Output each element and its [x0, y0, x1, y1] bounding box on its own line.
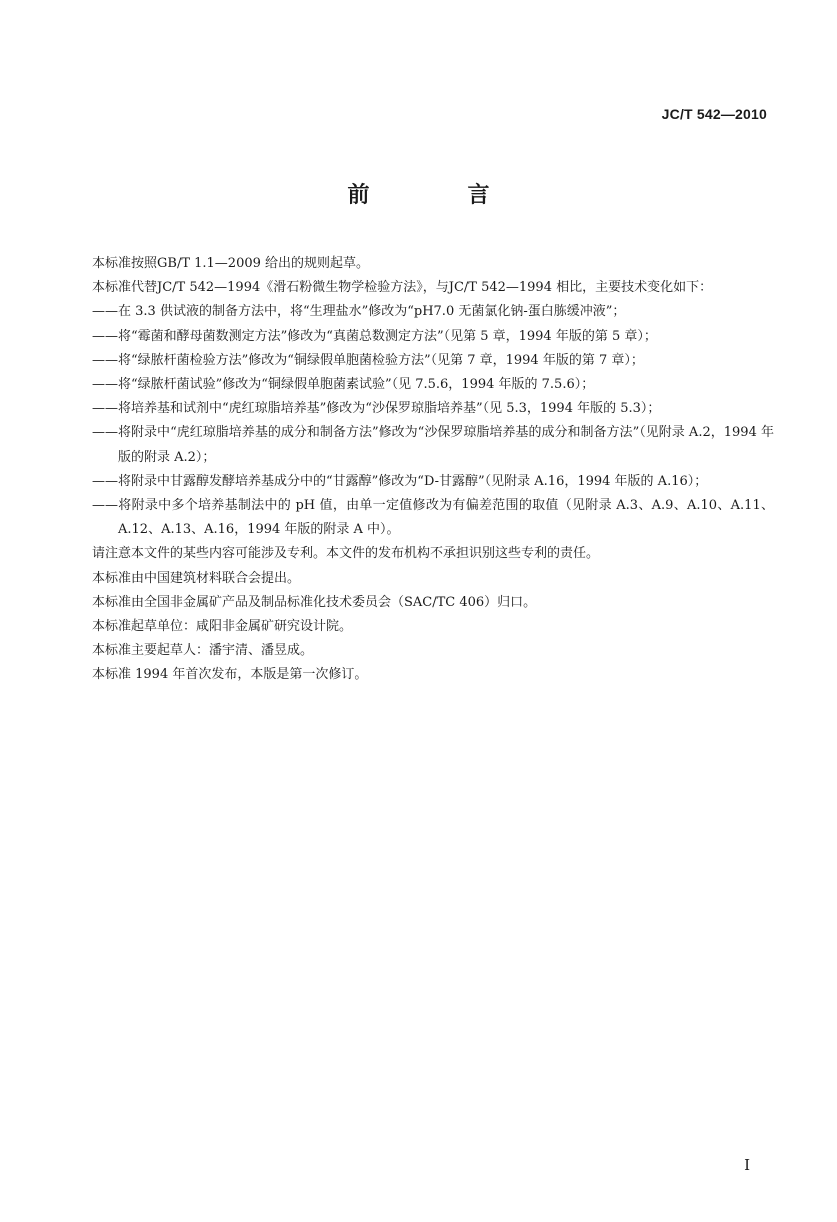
change-item: ——将附录中多个培养基制法中的 pH 值，由单一定值修改为有偏差范围的取值（见附录 A.3、A.9、A.10、A.11、A.12、A.13、A.16，1994 年版的附录 A 中）。 [92, 498, 774, 538]
paragraph-drafting-unit: 本标准起草单位：咸阳非金属矿研究设计院。 [92, 619, 353, 635]
paragraph-drafting-rule: 本标准按照GB/T 1.1—2009 给出的规则起草。 [92, 256, 370, 271]
change-item: ——将“绿脓杆菌试验”修改为“铜绿假单胞菌素试验”（见 7.5.6，1994 年版的 7.5.6）； [92, 377, 595, 393]
change-item: ——将“绿脓杆菌检验方法”修改为“铜绿假单胞菌检验方法”（见第 7 章，1994 年版的第 7 章）； [92, 352, 644, 368]
page-title: 前 言 [347, 183, 528, 208]
standard-code: JC/T 542—2010 [661, 106, 767, 122]
paragraph-committee: 本标准由全国非金属矿产品及制品标准化技术委员会（SAC/TC 406）归口。 [92, 594, 537, 610]
change-item: ——将附录中“虎红琼脂培养基的成分和制备方法”修改为“沙保罗琼脂培养基的成分和制备方法”（见附录 A.2，1994 年版的附录 A.2）； [92, 425, 774, 465]
change-item: ——将附录中甘露醇发酵培养基成分中的“甘露醇”修改为“D-甘露醇”（见附录 A.16，1994 年版的 A.16）； [92, 473, 708, 489]
change-item: ——在 3.3 供试液的制备方法中，将“生理盐水”修改为“pH7.0 无菌氯化钠-蛋白胨缓冲液”； [92, 304, 626, 320]
page-number: I [744, 1156, 750, 1174]
paragraph-proposer: 本标准由中国建筑材料联合会提出。 [92, 570, 301, 586]
change-item: ——将“霉菌和酵母菌数测定方法”修改为“真菌总数测定方法”（见第 5 章，1994 年版的第 5 章）； [92, 328, 657, 344]
paragraph-replacement: 本标准代替JC/T 542—1994《滑石粉微生物学检验方法》，与JC/T 542—1994 相比，主要技术变化如下： [92, 280, 713, 296]
paragraph-history: 本标准 1994 年首次发布，本版是第一次修订。 [92, 667, 368, 683]
paragraph-patent-notice: 请注意本文件的某些内容可能涉及专利。本文件的发布机构不承担识别这些专利的责任。 [92, 546, 600, 562]
change-item: ——将培养基和试剂中“虎红琼脂培养基”修改为“沙保罗琼脂培养基”（见 5.3，1994 年版的 5.3）； [92, 401, 661, 417]
paragraph-drafters: 本标准主要起草人：潘宇清、潘昱成。 [92, 643, 314, 659]
foreword-body [64, 252, 774, 688]
